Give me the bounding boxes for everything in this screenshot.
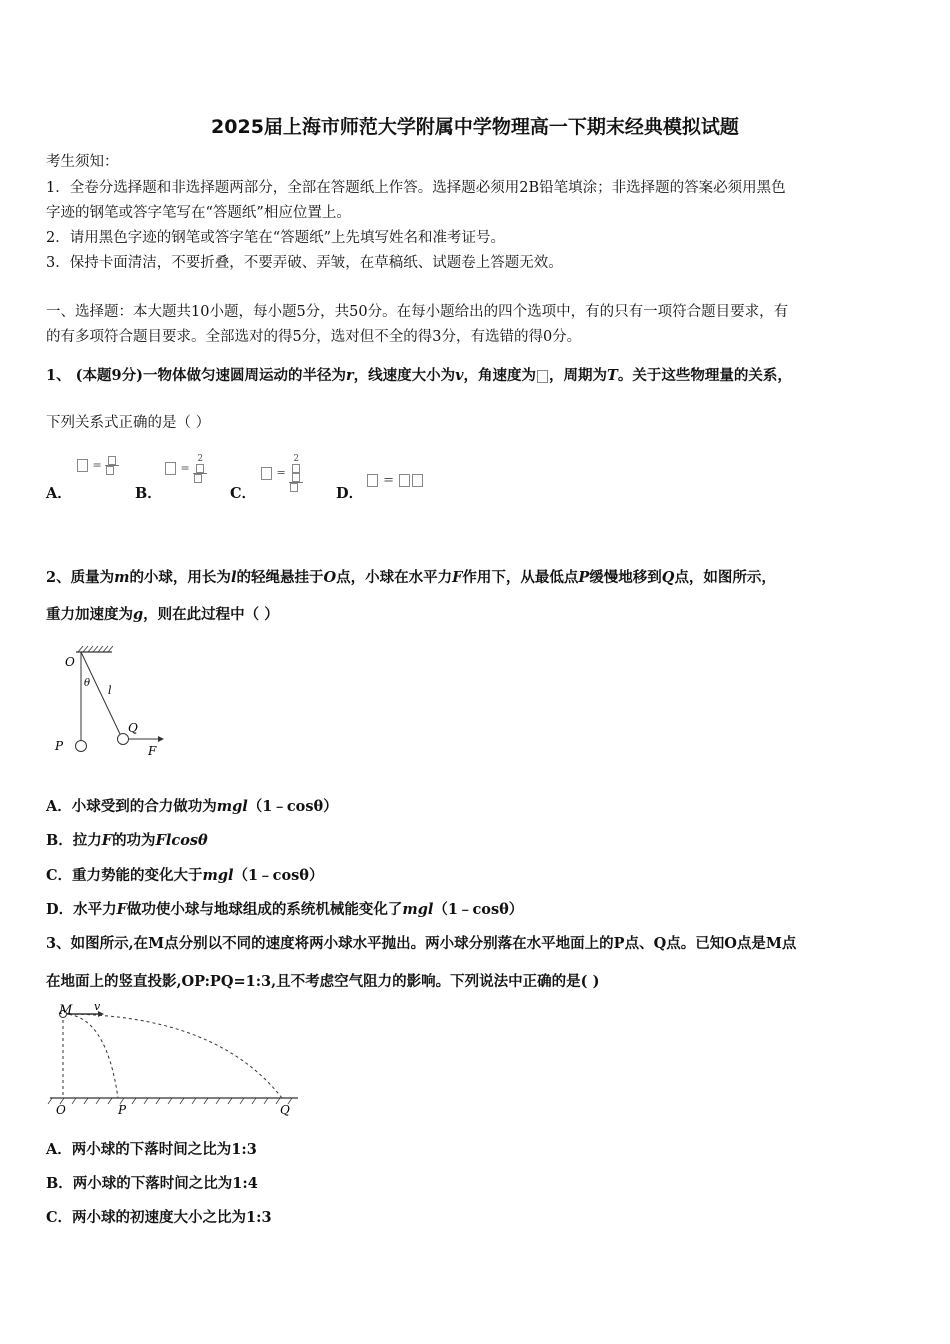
q2-text: ，则在此过程中（ ） [143, 606, 279, 623]
option-text: 做功使小球与地球组成的系统机械能变化了 [126, 901, 403, 918]
projectile-diagram [46, 998, 302, 1120]
option-expr: mgl [402, 901, 434, 918]
q2-var-m: m [114, 569, 130, 586]
formula-equals: = [180, 461, 190, 475]
formula-symbol-placeholder [261, 467, 272, 480]
q1-var-T: T [607, 367, 618, 384]
option-label: C． [46, 1209, 73, 1226]
q2-text: 作用下，从最低点 [462, 569, 579, 586]
notice-heading: 考生须知： [46, 154, 119, 170]
q1-text: ，角速度为 [463, 367, 537, 384]
q1-option-c-formula [260, 454, 303, 492]
formula-equals: = [92, 458, 102, 472]
option-text: 小球受到的合力做功为 [71, 798, 217, 815]
ball-at-q [118, 734, 129, 745]
formula-symbol-placeholder [165, 462, 176, 475]
formula-fraction [289, 454, 303, 492]
q1-text: ，周期为 [549, 367, 608, 384]
option-label: B． [46, 832, 73, 849]
option-label: A． [46, 798, 72, 815]
q2-option-b [46, 831, 908, 851]
label-v: v [94, 1000, 101, 1013]
q2-var-O: O [323, 569, 337, 586]
option-expr: mgl [202, 867, 234, 884]
q2-text: 2、质量为 [46, 569, 115, 586]
ceiling-hatch [78, 646, 113, 652]
q2-text: 的小球，用长为 [129, 569, 231, 586]
q1-option-a-formula [76, 456, 119, 475]
label-P: P [118, 1103, 127, 1117]
q2-stem-line2 [46, 605, 908, 625]
notice-item: 2．请用黑色字迹的钢笔或答字笔在“答题纸”上先填写姓名和准考证号。 [46, 230, 506, 246]
notice-item: 3．保持卡面清洁，不要折叠，不要弄破、弄皱，在草稿纸、试题卷上答题无效。 [46, 255, 563, 271]
option-text: 两小球的下落时间之比为1:3 [71, 1141, 257, 1158]
page-title: 2025届上海市师范大学附属中学物理高一下期末经典模拟试题 [211, 116, 739, 138]
label-O: O [56, 1103, 66, 1117]
q1-text: 1、 (本题9分)一物体做匀速圆周运动的半径为 [46, 367, 346, 384]
option-expr: mgl [216, 798, 248, 815]
force-arrowhead [158, 736, 164, 742]
option-tail: （1﹣cosθ） [433, 901, 524, 918]
q1-stem-line2: 下列关系式正确的是（ ） [46, 415, 211, 431]
option-label: C． [46, 867, 73, 884]
formula-equals: = [276, 466, 286, 479]
formula-equals: = [383, 473, 395, 488]
formula-symbol-placeholder [77, 459, 88, 472]
option-text: 重力势能的变化大于 [72, 867, 203, 884]
q2-var-Q: Q [661, 569, 675, 586]
section-intro-line: 一、选择题：本大题共10小题，每小题5分，共50分。在每小题给出的四个选项中，有的只有一项符合题目要求，有 [46, 304, 789, 320]
formula-fraction [193, 454, 207, 483]
formula-symbol-placeholder [399, 474, 410, 487]
formula-symbol-placeholder [367, 474, 378, 487]
q1-text: 。关于这些物理量的关系， [617, 367, 792, 384]
notice-item: 1．全卷分选择题和非选择题两部分，全部在答题纸上作答。选择题必须用2B铅笔填涂；非选择题的答案必须用黑色 [46, 180, 786, 196]
option-text: 两小球的下落时间之比为1:4 [72, 1175, 258, 1192]
formula-coefficient: 2 [293, 454, 300, 464]
q2-var-P: P [578, 569, 590, 586]
label-l: l [108, 684, 112, 697]
q1-option-b-label: B． [135, 485, 162, 502]
label-M: M [59, 1003, 73, 1018]
q2-text: 缓慢地移到 [589, 569, 662, 586]
section-intro-line: 的有多项符合题目要求。全部选对的得5分，选对但不全的得3分，有选错的得0分。 [46, 329, 582, 345]
option-tail: （1﹣cosθ） [233, 867, 324, 884]
q1-text: ，线速度大小为 [353, 367, 456, 384]
omega-symbol-placeholder [537, 370, 548, 383]
label-Q: Q [280, 1103, 290, 1117]
q2-option-d [46, 900, 908, 920]
trajectory-to-p [63, 1014, 118, 1098]
option-label: D． [46, 901, 74, 918]
q3-option-b [46, 1174, 908, 1194]
label-Q: Q [128, 721, 138, 735]
q2-text: 点，小球在水平力 [336, 569, 453, 586]
option-expr: Flcosθ [155, 832, 208, 849]
option-text: 的功为 [112, 832, 156, 849]
option-label: B． [46, 1175, 73, 1192]
q1-option-c-label: C． [230, 485, 257, 502]
label-theta: θ [84, 678, 91, 689]
label-O: O [65, 655, 75, 669]
q2-var-g: g [133, 606, 144, 623]
option-var-F: F [101, 832, 113, 849]
q3-option-a [46, 1140, 908, 1160]
q1-option-b-formula [164, 454, 207, 483]
q2-text: 的轻绳悬挂于 [236, 569, 324, 586]
inclined-rope [81, 652, 120, 734]
formula-symbol-placeholder [412, 474, 423, 487]
q3-option-c [46, 1208, 908, 1228]
option-tail: （1﹣cosθ） [247, 798, 338, 815]
option-text: 拉力 [72, 832, 102, 849]
q1-var-r: r [345, 367, 354, 384]
pendulum-diagram [50, 642, 175, 762]
q1-option-a-label: A． [46, 485, 72, 502]
option-var-F: F [116, 901, 127, 918]
q2-var-l: l [230, 569, 237, 586]
q1-stem-line1 [46, 366, 908, 386]
ball-at-p [76, 741, 87, 752]
q2-var-F: F [452, 569, 463, 586]
notice-item: 字迹的钢笔或答字笔写在“答题纸”相应位置上。 [46, 205, 351, 221]
option-label: A． [46, 1141, 72, 1158]
q2-text: 重力加速度为 [46, 606, 133, 623]
formula-fraction [105, 456, 119, 475]
q1-option-d-formula [366, 473, 424, 488]
label-P: P [55, 739, 64, 753]
formula-coefficient: 2 [197, 454, 204, 464]
q2-text: 点，如图所示， [674, 569, 776, 586]
q3-stem-line2: 在地面上的竖直投影,OP:PQ=1:3,且不考虑空气阻力的影响。下列说法中正确的是( ) [46, 973, 600, 990]
option-text: 水平力 [73, 901, 117, 918]
q2-option-a [46, 797, 908, 817]
ground-hatch [48, 1098, 292, 1104]
option-text: 两小球的初速度大小之比为1:3 [72, 1209, 272, 1226]
q3-stem-line1: 3、如图所示,在M点分别以不同的速度将两小球水平抛出。两小球分别落在水平地面上的P点、Q点。已知O点是M点 [46, 935, 797, 952]
label-F: F [148, 744, 157, 758]
q2-option-c [46, 866, 908, 886]
q1-var-v: v [455, 367, 464, 384]
trajectory-to-q [63, 1014, 282, 1098]
q1-option-d-label: D． [336, 485, 364, 502]
q2-stem-line1 [46, 568, 908, 588]
